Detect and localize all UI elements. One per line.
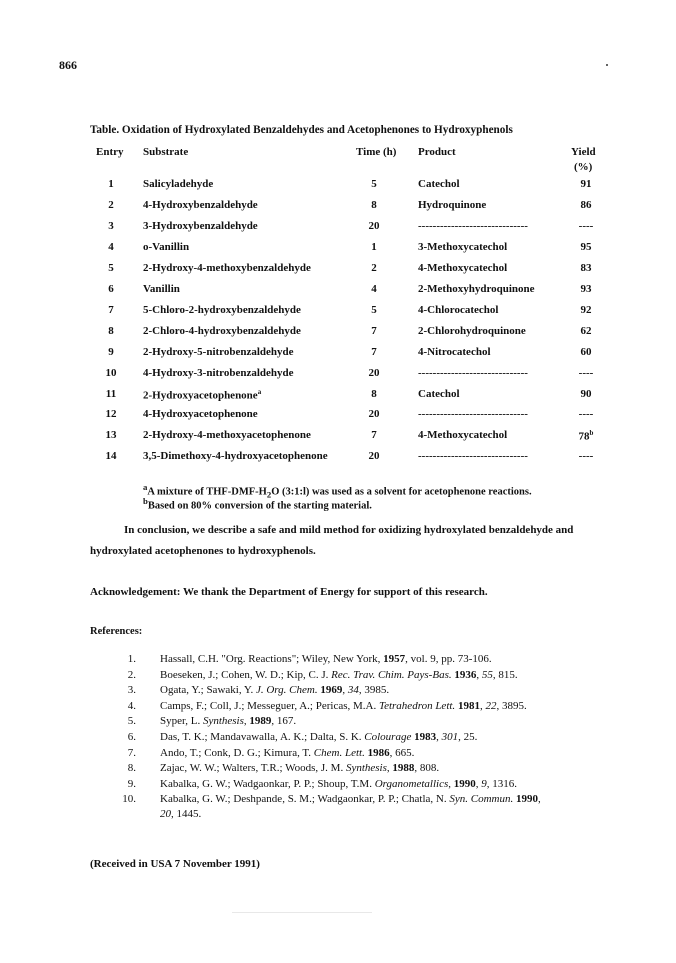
reference-item (0, 762, 676, 778)
reference-text (160, 731, 477, 743)
reference-part: 301 (441, 731, 459, 743)
reference-text (160, 747, 414, 759)
reference-part: , (448, 777, 454, 790)
reference-part: Zajac, W. W.; Walters, T.R.; Woods, J. M. (160, 762, 346, 775)
reference-number: 6. (127, 731, 136, 743)
conclusion-line-2: hydroxylated acetophenones to hydroxyphenols. (90, 545, 316, 557)
table-row (0, 325, 676, 345)
reference-part: , (436, 731, 442, 743)
header-product: Product (418, 146, 456, 158)
reference-part: , (386, 762, 393, 775)
cell-substrate: 4-Hydroxy-3-nitrobenzaldehyde (143, 366, 294, 379)
footnote-a-text-2: O (3:1:l) was used as a solvent for acetophenone reactions. (271, 486, 532, 498)
reference-item (0, 684, 676, 700)
footnote-b (143, 496, 372, 512)
cell-yield: 78$^b$ (578, 429, 594, 444)
table-row (0, 199, 676, 219)
reference-number: 9. (127, 777, 136, 790)
table-row (0, 220, 676, 240)
reference-text (160, 669, 518, 681)
reference-part: , vol. 9, pp. 73-106. (405, 653, 492, 665)
reference-item (0, 747, 676, 763)
cell-product: 4-Chlorocatechol (418, 303, 499, 316)
cell-substrate: 2-Hydroxyacetophenone$^a$ (143, 387, 262, 402)
reference-part: Ando, T.; Conk, D. G.; Kimura, T. (160, 746, 314, 759)
cell-yield: 83 (580, 261, 592, 274)
cell-substrate: 4-Hydroxyacetophenone (143, 408, 258, 421)
reference-text (160, 715, 296, 727)
reference-part: 22 (485, 699, 497, 712)
cell-time: 7 (371, 324, 377, 337)
reference-part: , 3895. (496, 699, 527, 712)
reference-part: 1983 (414, 731, 437, 743)
header-substrate: Substrate (143, 146, 189, 158)
cell-yield: 90 (580, 387, 592, 400)
cell-substrate: o-Vanillin (143, 240, 190, 253)
footnote-a-text: A mixture of THF-DMF-H (147, 486, 267, 498)
cell-substrate: 4-Hydroxybenzaldehyde (143, 198, 258, 211)
reference-part: Colourage (364, 731, 412, 743)
reference-part: J. Org. Chem. (255, 684, 318, 697)
reference-part: , (243, 715, 250, 728)
reference-text (160, 684, 389, 696)
cell-product: 2-Chlorohydroquinone (418, 324, 526, 337)
cell-product: ------------------------------ (418, 219, 528, 232)
cell-time: 5 (371, 178, 377, 190)
cell-entry: 14 (105, 450, 117, 463)
conclusion-line-1: In conclusion, we describe a safe and mild method for oxidizing hydroxylated benzaldehyde and (124, 524, 574, 536)
table-row (0, 262, 676, 282)
table-caption: Table. Oxidation of Hydroxylated Benzaldehydes and Acetophenones to Hydroxyphenols (90, 124, 513, 136)
table-row (0, 283, 676, 303)
cell-product: 3-Methoxycatechol (418, 240, 508, 253)
cell-entry: 6 (108, 282, 114, 295)
footnote-mark: a (257, 387, 262, 396)
reference-part: Kabalka, G. W.; Wadgaonkar, P. P.; Shoup, T.M. (160, 777, 375, 790)
cell-yield: ---- (578, 219, 594, 232)
reference-part: Synthesis (202, 715, 244, 728)
scan-artifact (232, 912, 372, 913)
reference-part: 1957 (383, 653, 406, 665)
cell-time: 7 (371, 345, 377, 358)
reference-part: 1986 (367, 746, 390, 759)
cell-entry: 12 (105, 408, 117, 421)
cell-entry: 7 (108, 303, 114, 316)
cell-yield: 92 (580, 303, 592, 316)
table-row (0, 346, 676, 366)
table-row (0, 450, 676, 470)
cell-substrate: Salicyladehyde (143, 178, 214, 190)
table-row (0, 241, 676, 261)
table-row (0, 388, 676, 408)
reference-part: 1936 (454, 668, 477, 681)
cell-product: 2-Methoxyhydroquinone (418, 282, 535, 295)
reference-part: Das, T. K.; Mandavawalla, A. K.; Dalta, S. K. (160, 731, 365, 743)
cell-entry: 3 (108, 219, 114, 232)
reference-part: Boeseken, J.; Cohen, W. D.; Kip, C. J. (160, 668, 332, 681)
reference-part: Hassall, C.H. "Org. Reactions"; Wiley, New York, (160, 653, 384, 665)
cell-yield: 93 (580, 282, 592, 295)
reference-number: 2. (127, 668, 136, 681)
reference-part: , 1445. (171, 808, 202, 821)
reference-part: Chem. Lett. (313, 746, 365, 759)
cell-product: 4-Nitrocatechol (418, 345, 491, 358)
reference-item (0, 653, 676, 669)
reference-part: , 815. (492, 668, 518, 681)
cell-yield: 91 (580, 178, 592, 190)
page-number: 866 (59, 58, 77, 72)
reference-text (160, 653, 492, 665)
cell-substrate: 2-Hydroxy-4-methoxyacetophenone (143, 429, 311, 442)
reference-part: 9 (481, 777, 487, 790)
reference-part: Kabalka, G. W.; Deshpande, S. M.; Wadgaonkar, P. P.; Chatla, N. (160, 793, 450, 806)
footnote-b-mark: b (143, 496, 148, 506)
reference-part: , 167. (271, 715, 297, 728)
footnote-mark: b (589, 429, 594, 438)
cell-entry: 2 (108, 198, 114, 211)
reference-number: 3. (127, 684, 136, 697)
reference-number: 7. (127, 746, 136, 759)
reference-part: , 25. (458, 731, 478, 743)
cell-entry: 5 (108, 261, 114, 274)
cell-substrate: 2-Hydroxy-4-methoxybenzaldehyde (143, 261, 311, 274)
cell-substrate: Vanillin (143, 282, 180, 295)
reference-part: Ogata, Y.; Sawaki, Y. (160, 684, 256, 697)
reference-item (0, 700, 676, 716)
cell-time: 7 (371, 429, 377, 442)
reference-part: 55 (481, 668, 493, 681)
reference-part: 34 (347, 684, 359, 697)
reference-text (160, 700, 527, 712)
reference-part: 1990 (453, 777, 476, 790)
references-heading: References: (90, 626, 143, 637)
cell-yield: ---- (578, 450, 594, 463)
cell-time: 20 (368, 450, 380, 463)
reference-number: 1. (127, 653, 136, 665)
cell-entry: 8 (108, 324, 114, 337)
reference-part: Camps, F.; Coll, J.; Messeguer, A.; Pericas, M.A. (160, 699, 379, 712)
reference-text (160, 778, 517, 790)
reference-part: , (537, 793, 541, 806)
footnote-b-text: Based on 80% conversion of the starting material. (147, 500, 372, 512)
table-row (0, 408, 676, 428)
reference-part: 1969 (320, 684, 343, 697)
reference-item (0, 793, 676, 809)
cell-substrate: 3,5-Dimethoxy-4-hydroxyacetophenone (143, 450, 328, 463)
cell-yield: ---- (578, 366, 594, 379)
received-date: (Received in USA 7 November 1991) (90, 858, 260, 870)
reference-part: , (475, 777, 482, 790)
reference-part: Organometallics (374, 777, 449, 790)
reference-part: 1990 (515, 793, 538, 806)
acknowledgement: Acknowledgement: We thank the Department of Energy for support of this research. (90, 586, 488, 598)
cell-yield: 62 (580, 324, 592, 337)
reference-part: , 665. (389, 746, 415, 759)
cell-entry: 11 (105, 387, 117, 400)
reference-part: , 3985. (358, 684, 390, 697)
reference-part: , (342, 684, 348, 697)
table-row (0, 367, 676, 387)
footnote-a-mark: a (143, 482, 148, 492)
reference-number: 5. (127, 715, 136, 728)
header-yield: Yield (571, 146, 596, 158)
speck (606, 64, 608, 66)
table-row (0, 178, 676, 198)
reference-part: Syper, L. (160, 715, 203, 728)
cell-substrate: 2-Chloro-4-hydroxybenzaldehyde (143, 324, 301, 337)
header-entry: Entry (96, 146, 124, 158)
header-yield-unit: (%) (574, 161, 593, 173)
cell-entry: 13 (105, 429, 117, 442)
cell-product: ------------------------------ (418, 366, 528, 379)
cell-time: 5 (371, 303, 377, 316)
cell-yield: 60 (580, 345, 592, 358)
reference-item (0, 715, 676, 731)
cell-product: Catechol (418, 387, 460, 400)
cell-yield: 95 (580, 240, 592, 253)
cell-entry: 10 (105, 366, 117, 379)
reference-part: , (479, 699, 486, 712)
cell-time: 20 (368, 366, 380, 379)
reference-item (0, 669, 676, 685)
reference-continuation (160, 808, 201, 820)
reference-part: 1989 (249, 715, 272, 728)
reference-number: 10. (122, 793, 136, 806)
reference-text (160, 762, 439, 774)
cell-product: Hydroquinone (418, 198, 487, 211)
reference-part: Rec. Trav. Chim. Pays-Bas. (331, 668, 452, 681)
cell-entry: 4 (108, 240, 114, 253)
cell-time: 20 (368, 219, 380, 232)
table-row (0, 304, 676, 324)
cell-time: 4 (371, 282, 377, 295)
reference-item (0, 778, 676, 794)
reference-number: 4. (127, 699, 136, 712)
cell-time: 20 (368, 408, 380, 421)
cell-substrate: 5-Chloro-2-hydroxybenzaldehyde (143, 303, 301, 316)
cell-time: 1 (371, 240, 377, 253)
reference-part: , 808. (414, 762, 440, 775)
cell-time: 2 (371, 261, 377, 274)
cell-product: ------------------------------ (418, 450, 528, 463)
cell-entry: 1 (108, 178, 114, 190)
header-time: Time (h) (356, 146, 397, 158)
cell-substrate: 3-Hydroxybenzaldehyde (143, 219, 258, 232)
reference-number: 8. (127, 762, 136, 775)
cell-time: 8 (371, 198, 377, 211)
reference-part: 1988 (392, 762, 415, 775)
reference-text (160, 793, 541, 805)
reference-part: 20 (160, 808, 171, 821)
cell-time: 8 (371, 387, 377, 400)
cell-entry: 9 (108, 345, 114, 358)
cell-substrate: 2-Hydroxy-5-nitrobenzaldehyde (143, 345, 294, 358)
cell-product: 4-Methoxycatechol (418, 429, 508, 442)
reference-part: , (476, 668, 482, 681)
reference-part: , 1316. (486, 777, 517, 790)
reference-part: 1981 (457, 699, 480, 712)
reference-part: Synthesis (345, 762, 387, 775)
cell-yield: 86 (580, 198, 592, 211)
reference-part: Syn. Commun. (449, 793, 514, 806)
cell-product: 4-Methoxycatechol (418, 261, 508, 274)
table-row (0, 429, 676, 449)
cell-yield: ---- (578, 408, 594, 421)
footnote-a-subscript: 2 (266, 489, 272, 500)
reference-item (0, 731, 676, 747)
cell-product: ------------------------------ (418, 408, 528, 421)
cell-product: Catechol (418, 178, 460, 190)
reference-part: Tetrahedron Lett. (378, 699, 456, 712)
